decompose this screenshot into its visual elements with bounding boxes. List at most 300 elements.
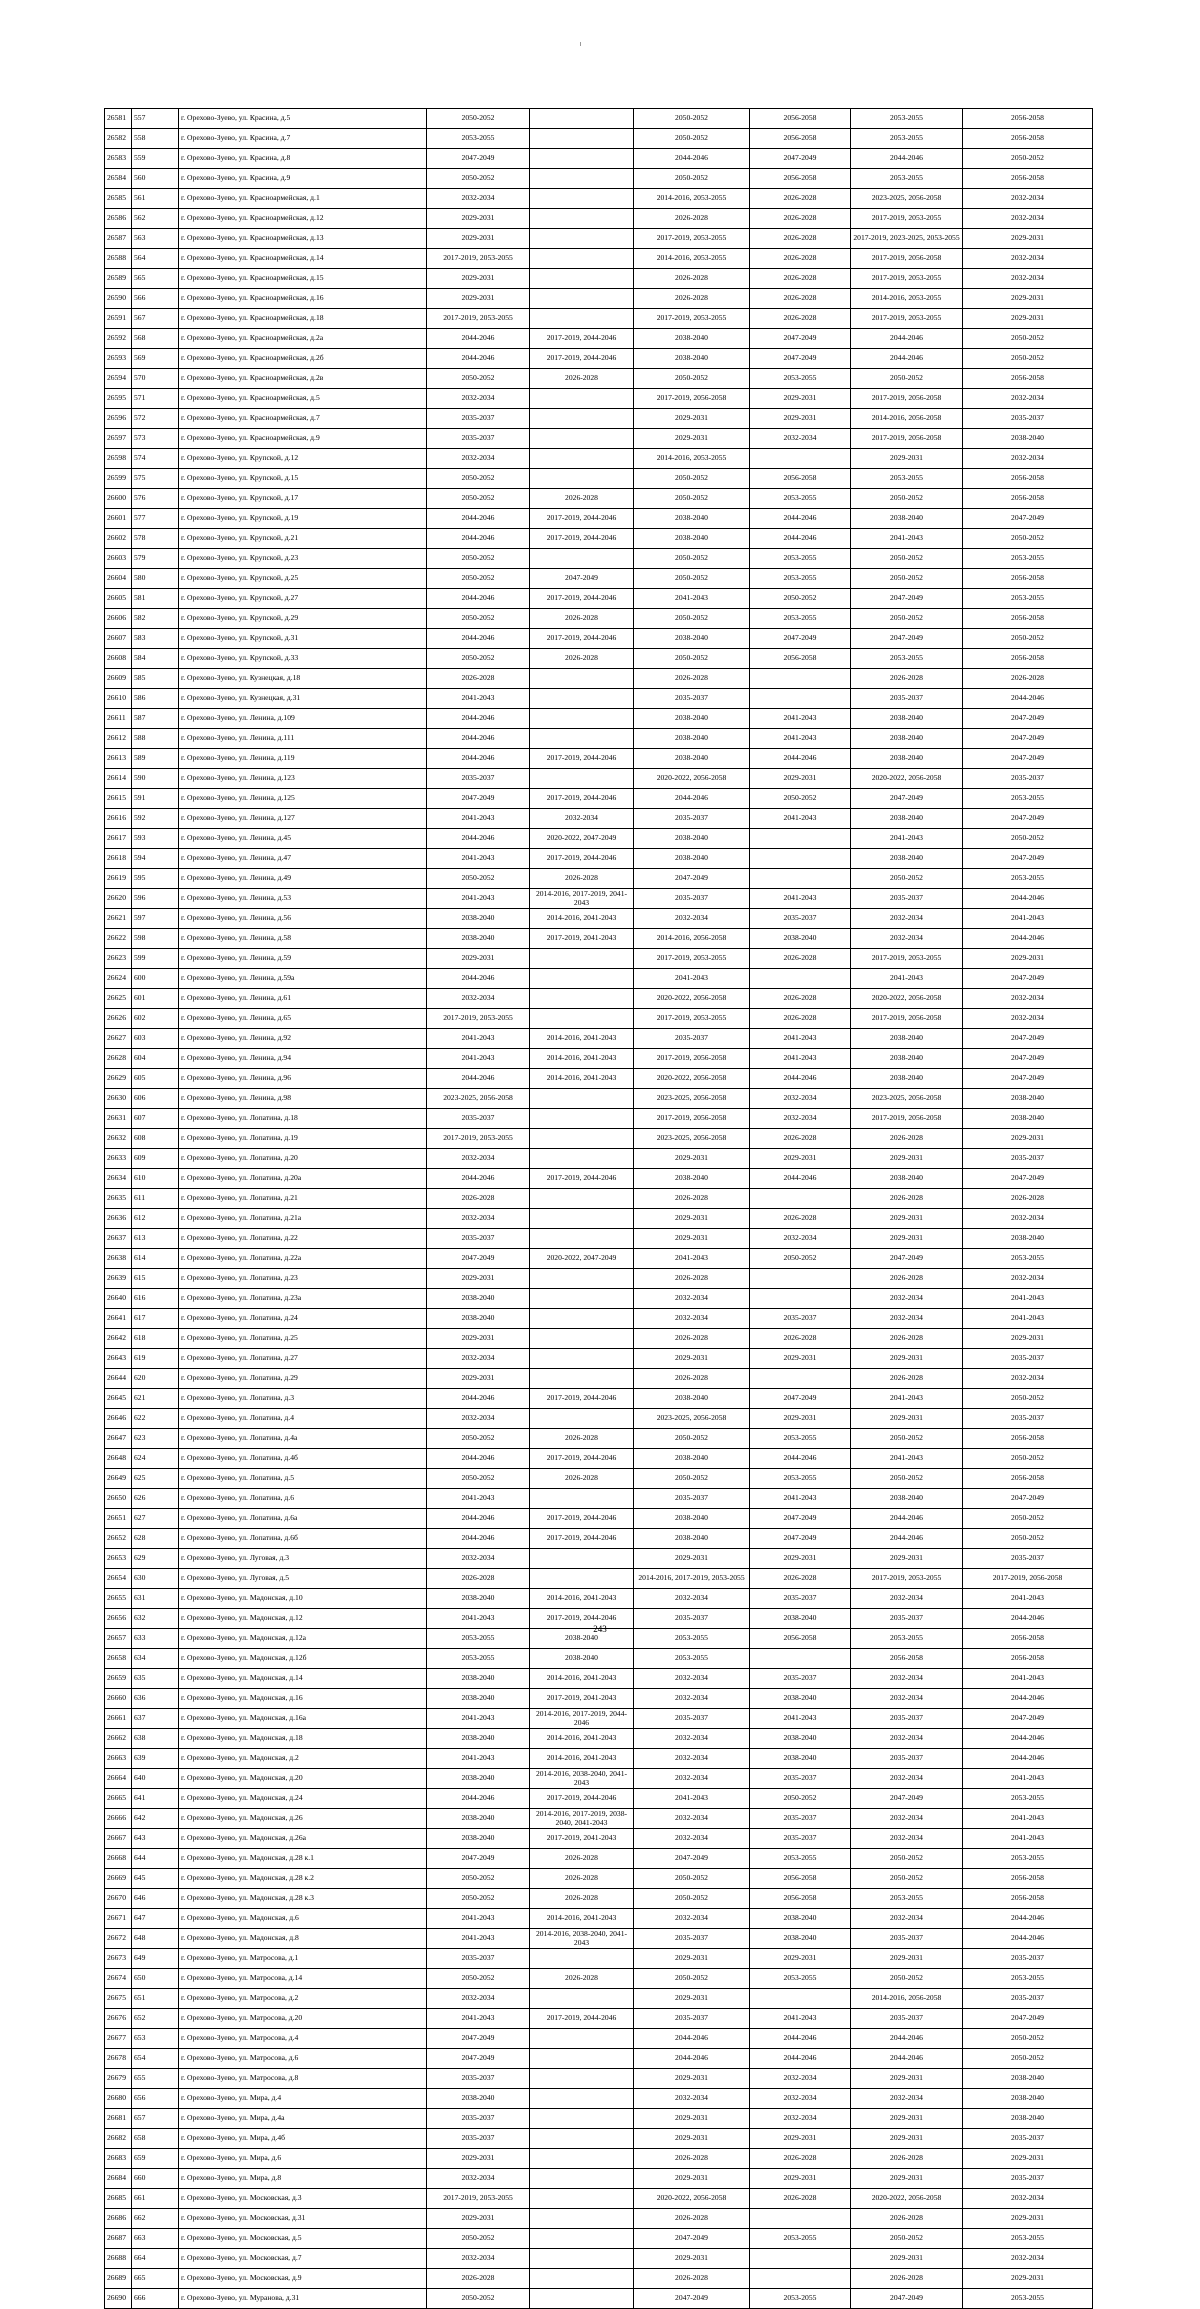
period-cell-2: 2014-2016, 2041-2043 <box>530 1069 634 1089</box>
period-cell-4: 2035-2037 <box>750 1829 851 1849</box>
address-cell: г. Орехово-Зуево, ул. Мадонская, д.16а <box>179 1709 427 1729</box>
period-cell-1: 2050-2052 <box>427 869 530 889</box>
address-cell: г. Орехово-Зуево, ул. Мира, д.6 <box>179 2149 427 2169</box>
period-cell-4: 2035-2037 <box>750 1589 851 1609</box>
period-cell-1: 2035-2037 <box>427 409 530 429</box>
period-cell-6: 2041-2043 <box>963 1289 1093 1309</box>
period-cell-3: 2044-2046 <box>634 789 750 809</box>
house-number-cell: 633 <box>132 1629 179 1649</box>
table-row <box>105 1989 1093 2009</box>
house-number-cell: 643 <box>132 1829 179 1849</box>
house-number-cell: 635 <box>132 1669 179 1689</box>
period-cell-2: 2014-2016, 2041-2043 <box>530 1669 634 1689</box>
address-cell: г. Орехово-Зуево, ул. Лопатина, д.21а <box>179 1209 427 1229</box>
period-cell-5: 2032-2034 <box>851 929 963 949</box>
period-cell-4: 2041-2043 <box>750 1029 851 1049</box>
table-row <box>105 929 1093 949</box>
period-cell-3: 2029-2031 <box>634 2109 750 2129</box>
table-row <box>105 1349 1093 1369</box>
row-id-cell: 26587 <box>105 229 132 249</box>
period-cell-5: 2032-2034 <box>851 1289 963 1309</box>
period-cell-2: 2017-2019, 2044-2046 <box>530 1609 634 1629</box>
address-cell: г. Орехово-Зуево, ул. Лопатина, д.4а <box>179 1429 427 1449</box>
period-cell-5: 2050-2052 <box>851 1429 963 1449</box>
house-number-cell: 588 <box>132 729 179 749</box>
period-cell-3: 2038-2040 <box>634 529 750 549</box>
house-number-cell: 561 <box>132 189 179 209</box>
period-cell-6: 2053-2055 <box>963 2289 1093 2309</box>
period-cell-1: 2047-2049 <box>427 2029 530 2049</box>
house-number-cell: 587 <box>132 709 179 729</box>
period-cell-3: 2050-2052 <box>634 469 750 489</box>
address-cell: г. Орехово-Зуево, ул. Ленина, д.94 <box>179 1049 427 1069</box>
period-cell-5: 2029-2031 <box>851 2109 963 2129</box>
house-number-cell: 646 <box>132 1889 179 1909</box>
row-id-cell: 26582 <box>105 129 132 149</box>
period-cell-1: 2017-2019, 2053-2055 <box>427 1009 530 1029</box>
period-cell-4: 2050-2052 <box>750 1789 851 1809</box>
address-cell: г. Орехово-Зуево, ул. Красноармейская, д.18 <box>179 309 427 329</box>
period-cell-1: 2017-2019, 2053-2055 <box>427 2189 530 2209</box>
address-cell: г. Орехово-Зуево, ул. Ленина, д.59 <box>179 949 427 969</box>
row-id-cell: 26625 <box>105 989 132 1009</box>
period-cell-5: 2029-2031 <box>851 2249 963 2269</box>
row-id-cell: 26601 <box>105 509 132 529</box>
period-cell-4 <box>750 829 851 849</box>
house-number-cell: 579 <box>132 549 179 569</box>
address-cell: г. Орехово-Зуево, ул. Ленина, д.127 <box>179 809 427 829</box>
period-cell-3: 2026-2028 <box>634 2149 750 2169</box>
period-cell-5: 2038-2040 <box>851 849 963 869</box>
period-cell-2 <box>530 389 634 409</box>
period-cell-6: 2044-2046 <box>963 929 1093 949</box>
period-cell-1: 2038-2040 <box>427 929 530 949</box>
period-cell-2 <box>530 1989 634 2009</box>
period-cell-5: 2044-2046 <box>851 2029 963 2049</box>
period-cell-4: 2038-2040 <box>750 1749 851 1769</box>
table-row <box>105 909 1093 929</box>
period-cell-6: 2032-2034 <box>963 1269 1093 1289</box>
period-cell-4: 2047-2049 <box>750 1529 851 1549</box>
period-cell-2 <box>530 2229 634 2249</box>
table-row <box>105 1889 1093 1909</box>
table-row <box>105 1389 1093 1409</box>
period-cell-1: 2032-2034 <box>427 449 530 469</box>
row-id-cell: 26581 <box>105 109 132 129</box>
row-id-cell: 26681 <box>105 2109 132 2129</box>
address-cell: г. Орехово-Зуево, ул. Матросова, д.14 <box>179 1969 427 1989</box>
table-row <box>105 1129 1093 1149</box>
row-id-cell: 26598 <box>105 449 132 469</box>
period-cell-4: 2026-2028 <box>750 2189 851 2209</box>
period-cell-5: 2020-2022, 2056-2058 <box>851 2189 963 2209</box>
period-cell-2 <box>530 1329 634 1349</box>
period-cell-6: 2035-2037 <box>963 2169 1093 2189</box>
address-cell: г. Орехово-Зуево, ул. Красноармейская, д.15 <box>179 269 427 289</box>
period-cell-4 <box>750 869 851 889</box>
period-cell-3: 2032-2034 <box>634 909 750 929</box>
period-cell-5: 2050-2052 <box>851 369 963 389</box>
table-row <box>105 1229 1093 1249</box>
period-cell-1: 2029-2031 <box>427 2149 530 2169</box>
period-cell-1: 2026-2028 <box>427 1569 530 1589</box>
period-cell-5: 2056-2058 <box>851 1649 963 1669</box>
period-cell-6: 2029-2031 <box>963 2209 1093 2229</box>
period-cell-2 <box>530 1309 634 1329</box>
house-number-cell: 655 <box>132 2069 179 2089</box>
table-row <box>105 569 1093 589</box>
period-cell-3: 2014-2016, 2017-2019, 2053-2055 <box>634 1569 750 1589</box>
period-cell-3: 2050-2052 <box>634 109 750 129</box>
period-cell-1: 2035-2037 <box>427 1229 530 1249</box>
house-number-cell: 611 <box>132 1189 179 1209</box>
address-cell: г. Орехово-Зуево, ул. Лопатина, д.4 <box>179 1409 427 1429</box>
table-row <box>105 1909 1093 1929</box>
table-row <box>105 949 1093 969</box>
period-cell-6: 2035-2037 <box>963 1409 1093 1429</box>
address-cell: г. Орехово-Зуево, ул. Крупской, д.25 <box>179 569 427 589</box>
period-cell-4: 2026-2028 <box>750 289 851 309</box>
period-cell-3: 2038-2040 <box>634 849 750 869</box>
period-cell-2: 2017-2019, 2044-2046 <box>530 1509 634 1529</box>
period-cell-6: 2029-2031 <box>963 229 1093 249</box>
period-cell-5: 2029-2031 <box>851 2169 963 2189</box>
period-cell-1: 2041-2043 <box>427 809 530 829</box>
house-number-cell: 567 <box>132 309 179 329</box>
period-cell-3: 2032-2034 <box>634 1769 750 1789</box>
period-cell-1: 2026-2028 <box>427 669 530 689</box>
period-cell-5: 2032-2034 <box>851 1669 963 1689</box>
period-cell-1: 2053-2055 <box>427 1629 530 1649</box>
address-cell: г. Орехово-Зуево, ул. Ленина, д.98 <box>179 1089 427 1109</box>
table-row <box>105 1949 1093 1969</box>
period-cell-4: 2029-2031 <box>750 389 851 409</box>
row-id-cell: 26631 <box>105 1109 132 1129</box>
house-number-cell: 603 <box>132 1029 179 1049</box>
period-cell-1: 2053-2055 <box>427 129 530 149</box>
period-cell-1: 2035-2037 <box>427 1109 530 1129</box>
house-number-cell: 613 <box>132 1229 179 1249</box>
row-id-cell: 26663 <box>105 1749 132 1769</box>
row-id-cell: 26639 <box>105 1269 132 1289</box>
period-cell-4: 2032-2034 <box>750 1089 851 1109</box>
table-row <box>105 1049 1093 1069</box>
period-cell-2: 2014-2016, 2041-2043 <box>530 1049 634 1069</box>
period-cell-2 <box>530 2289 634 2309</box>
table-row <box>105 2169 1093 2189</box>
period-cell-4: 2026-2028 <box>750 249 851 269</box>
period-cell-5: 2053-2055 <box>851 1629 963 1649</box>
period-cell-5: 2035-2037 <box>851 1929 963 1949</box>
row-id-cell: 26659 <box>105 1669 132 1689</box>
house-number-cell: 640 <box>132 1769 179 1789</box>
row-id-cell: 26632 <box>105 1129 132 1149</box>
table-row <box>105 2009 1093 2029</box>
address-cell: г. Орехово-Зуево, ул. Мадонская, д.28 к.1 <box>179 1849 427 1869</box>
period-cell-2 <box>530 229 634 249</box>
period-cell-5: 2017-2019, 2053-2055 <box>851 949 963 969</box>
period-cell-6: 2053-2055 <box>963 1249 1093 1269</box>
period-cell-5: 2041-2043 <box>851 969 963 989</box>
period-cell-5: 2047-2049 <box>851 2289 963 2309</box>
period-cell-5: 2032-2034 <box>851 1309 963 1329</box>
table-row <box>105 1529 1093 1549</box>
period-cell-6: 2047-2049 <box>963 1069 1093 1089</box>
address-cell: г. Орехово-Зуево, ул. Лопатина, д.24 <box>179 1309 427 1329</box>
period-cell-3: 2035-2037 <box>634 1929 750 1949</box>
row-id-cell: 26597 <box>105 429 132 449</box>
table-row <box>105 649 1093 669</box>
row-id-cell: 26643 <box>105 1349 132 1369</box>
period-cell-1: 2032-2034 <box>427 1349 530 1369</box>
period-cell-3: 2035-2037 <box>634 1709 750 1729</box>
period-cell-4: 2026-2028 <box>750 189 851 209</box>
address-cell: г. Орехово-Зуево, ул. Мира, д.4 <box>179 2089 427 2109</box>
period-cell-6: 2029-2031 <box>963 2269 1093 2289</box>
period-cell-5: 2035-2037 <box>851 1709 963 1729</box>
period-cell-3: 2026-2028 <box>634 2269 750 2289</box>
address-cell: г. Орехово-Зуево, ул. Красноармейская, д.7 <box>179 409 427 429</box>
table-row <box>105 329 1093 349</box>
period-cell-2 <box>530 209 634 229</box>
row-id-cell: 26646 <box>105 1409 132 1429</box>
period-cell-1: 2041-2043 <box>427 1049 530 1069</box>
period-cell-3: 2038-2040 <box>634 629 750 649</box>
period-cell-1: 2017-2019, 2053-2055 <box>427 309 530 329</box>
period-cell-6: 2035-2037 <box>963 1549 1093 1569</box>
house-number-cell: 638 <box>132 1729 179 1749</box>
period-cell-3: 2017-2019, 2056-2058 <box>634 1049 750 1069</box>
period-cell-5: 2020-2022, 2056-2058 <box>851 769 963 789</box>
period-cell-1: 2041-2043 <box>427 689 530 709</box>
period-cell-4: 2047-2049 <box>750 329 851 349</box>
row-id-cell: 26608 <box>105 649 132 669</box>
period-cell-5: 2038-2040 <box>851 1029 963 1049</box>
period-cell-4: 2041-2043 <box>750 1709 851 1729</box>
period-cell-5: 2026-2028 <box>851 1369 963 1389</box>
table-row <box>105 1209 1093 1229</box>
period-cell-4: 2041-2043 <box>750 809 851 829</box>
period-cell-2: 2026-2028 <box>530 489 634 509</box>
row-id-cell: 26675 <box>105 1989 132 2009</box>
period-cell-1: 2032-2034 <box>427 989 530 1009</box>
period-cell-3: 2020-2022, 2056-2058 <box>634 1069 750 1089</box>
period-cell-5: 2047-2049 <box>851 789 963 809</box>
period-cell-5: 2032-2034 <box>851 1809 963 1829</box>
period-cell-1: 2050-2052 <box>427 469 530 489</box>
period-cell-6: 2056-2058 <box>963 129 1093 149</box>
period-cell-6: 2041-2043 <box>963 1829 1093 1849</box>
period-cell-2 <box>530 2129 634 2149</box>
row-id-cell: 26634 <box>105 1169 132 1189</box>
period-cell-3: 2029-2031 <box>634 1549 750 1569</box>
address-cell: г. Орехово-Зуево, ул. Ленина, д.109 <box>179 709 427 729</box>
period-cell-6: 2050-2052 <box>963 329 1093 349</box>
period-cell-2: 2017-2019, 2044-2046 <box>530 329 634 349</box>
period-cell-5: 2038-2040 <box>851 809 963 829</box>
period-cell-3: 2026-2028 <box>634 669 750 689</box>
row-id-cell: 26647 <box>105 1429 132 1449</box>
period-cell-2 <box>530 109 634 129</box>
row-id-cell: 26605 <box>105 589 132 609</box>
period-cell-6: 2050-2052 <box>963 1449 1093 1469</box>
period-cell-4: 2026-2028 <box>750 1329 851 1349</box>
period-cell-3: 2041-2043 <box>634 1789 750 1809</box>
period-cell-4: 2053-2055 <box>750 1849 851 1869</box>
table-row <box>105 2049 1093 2069</box>
period-cell-4: 2032-2034 <box>750 2109 851 2129</box>
house-number-cell: 586 <box>132 689 179 709</box>
period-cell-2: 2026-2028 <box>530 1469 634 1489</box>
period-cell-3: 2047-2049 <box>634 2229 750 2249</box>
period-cell-1: 2038-2040 <box>427 1289 530 1309</box>
period-cell-2: 2017-2019, 2044-2046 <box>530 1449 634 1469</box>
period-cell-2 <box>530 2189 634 2209</box>
row-id-cell: 26644 <box>105 1369 132 1389</box>
period-cell-2: 2026-2028 <box>530 649 634 669</box>
period-cell-1: 2035-2037 <box>427 2129 530 2149</box>
period-cell-3: 2032-2034 <box>634 1809 750 1829</box>
period-cell-4: 2038-2040 <box>750 1929 851 1949</box>
period-cell-4: 2026-2028 <box>750 209 851 229</box>
row-id-cell: 26686 <box>105 2209 132 2229</box>
row-id-cell: 26662 <box>105 1729 132 1749</box>
table-row <box>105 1749 1093 1769</box>
period-cell-6: 2047-2049 <box>963 1169 1093 1189</box>
table-row <box>105 769 1093 789</box>
period-cell-2: 2026-2028 <box>530 369 634 389</box>
house-number-cell: 566 <box>132 289 179 309</box>
table-row <box>105 809 1093 829</box>
address-cell: г. Орехово-Зуево, ул. Лопатина, д.21 <box>179 1189 427 1209</box>
period-cell-2: 2017-2019, 2044-2046 <box>530 749 634 769</box>
period-cell-5: 2041-2043 <box>851 529 963 549</box>
row-id-cell: 26674 <box>105 1969 132 1989</box>
table-row <box>105 749 1093 769</box>
period-cell-2 <box>530 989 634 1009</box>
row-id-cell: 26640 <box>105 1289 132 1309</box>
period-cell-3: 2032-2034 <box>634 1669 750 1689</box>
period-cell-3: 2038-2040 <box>634 729 750 749</box>
period-cell-4: 2056-2058 <box>750 129 851 149</box>
period-cell-3: 2026-2028 <box>634 209 750 229</box>
period-cell-3: 2029-2031 <box>634 1989 750 2009</box>
row-id-cell: 26656 <box>105 1609 132 1629</box>
row-id-cell: 26665 <box>105 1789 132 1809</box>
house-number-cell: 577 <box>132 509 179 529</box>
house-number-cell: 658 <box>132 2129 179 2149</box>
table-row <box>105 1449 1093 1469</box>
period-cell-2: 2014-2016, 2041-2043 <box>530 1589 634 1609</box>
period-cell-6: 2032-2034 <box>963 1009 1093 1029</box>
period-cell-3: 2026-2028 <box>634 289 750 309</box>
period-cell-4: 2029-2031 <box>750 2169 851 2189</box>
period-cell-2: 2017-2019, 2044-2046 <box>530 629 634 649</box>
house-number-cell: 620 <box>132 1369 179 1389</box>
period-cell-5: 2017-2019, 2053-2055 <box>851 209 963 229</box>
period-cell-3: 2038-2040 <box>634 749 750 769</box>
period-cell-4 <box>750 1189 851 1209</box>
house-number-cell: 623 <box>132 1429 179 1449</box>
period-cell-5: 2050-2052 <box>851 2229 963 2249</box>
house-number-cell: 665 <box>132 2269 179 2289</box>
period-cell-6: 2050-2052 <box>963 529 1093 549</box>
period-cell-2 <box>530 1129 634 1149</box>
address-cell: г. Орехово-Зуево, ул. Матросова, д.8 <box>179 2069 427 2089</box>
period-cell-4: 2026-2028 <box>750 269 851 289</box>
period-cell-1: 2044-2046 <box>427 589 530 609</box>
period-cell-6: 2047-2049 <box>963 509 1093 529</box>
row-id-cell: 26584 <box>105 169 132 189</box>
table-row <box>105 1549 1093 1569</box>
address-cell: г. Орехово-Зуево, ул. Ленина, д.53 <box>179 889 427 909</box>
period-cell-6: 2047-2049 <box>963 809 1093 829</box>
period-cell-5: 2053-2055 <box>851 109 963 129</box>
period-cell-3: 2026-2028 <box>634 1329 750 1349</box>
period-cell-1: 2023-2025, 2056-2058 <box>427 1089 530 1109</box>
period-cell-2: 2014-2016, 2017-2019, 2041-2043 <box>530 889 634 909</box>
row-id-cell: 26586 <box>105 209 132 229</box>
period-cell-1: 2029-2031 <box>427 1369 530 1389</box>
period-cell-1: 2032-2034 <box>427 1149 530 1169</box>
row-id-cell: 26648 <box>105 1449 132 1469</box>
period-cell-6: 2032-2034 <box>963 1369 1093 1389</box>
period-cell-5: 2038-2040 <box>851 1489 963 1509</box>
period-cell-3: 2032-2034 <box>634 1289 750 1309</box>
period-cell-4 <box>750 1289 851 1309</box>
period-cell-1: 2035-2037 <box>427 2109 530 2129</box>
row-id-cell: 26617 <box>105 829 132 849</box>
period-cell-2: 2014-2016, 2041-2043 <box>530 1749 634 1769</box>
period-cell-2: 2017-2019, 2044-2046 <box>530 349 634 369</box>
house-number-cell: 571 <box>132 389 179 409</box>
period-cell-5: 2044-2046 <box>851 1509 963 1529</box>
table-row <box>105 689 1093 709</box>
row-id-cell: 26613 <box>105 749 132 769</box>
table-row <box>105 1489 1093 1509</box>
period-cell-3: 2050-2052 <box>634 369 750 389</box>
period-cell-4 <box>750 689 851 709</box>
address-cell: г. Орехово-Зуево, ул. Лопатина, д.27 <box>179 1349 427 1369</box>
table-row <box>105 2089 1093 2109</box>
period-cell-4: 2029-2031 <box>750 769 851 789</box>
period-cell-4: 2056-2058 <box>750 1889 851 1909</box>
period-cell-1: 2050-2052 <box>427 1969 530 1989</box>
table-row <box>105 209 1093 229</box>
address-cell: г. Орехово-Зуево, ул. Луговая, д.5 <box>179 1569 427 1589</box>
row-id-cell: 26683 <box>105 2149 132 2169</box>
period-cell-1: 2035-2037 <box>427 1949 530 1969</box>
period-cell-6: 2032-2034 <box>963 209 1093 229</box>
period-cell-4: 2053-2055 <box>750 1469 851 1489</box>
period-cell-2 <box>530 2169 634 2189</box>
period-cell-5: 2014-2016, 2056-2058 <box>851 409 963 429</box>
period-cell-1: 2044-2046 <box>427 349 530 369</box>
period-cell-1: 2032-2034 <box>427 389 530 409</box>
period-cell-6: 2044-2046 <box>963 889 1093 909</box>
address-cell: г. Орехово-Зуево, ул. Мадонская, д.12б <box>179 1649 427 1669</box>
house-number-cell: 618 <box>132 1329 179 1349</box>
address-cell: г. Орехово-Зуево, ул. Мадонская, д.26 <box>179 1809 427 1829</box>
period-cell-2 <box>530 969 634 989</box>
table-row <box>105 729 1093 749</box>
row-id-cell: 26593 <box>105 349 132 369</box>
period-cell-5: 2038-2040 <box>851 1069 963 1089</box>
row-id-cell: 26652 <box>105 1529 132 1549</box>
period-cell-1: 2044-2046 <box>427 969 530 989</box>
period-cell-1: 2038-2040 <box>427 1309 530 1329</box>
period-cell-5: 2023-2025, 2056-2058 <box>851 189 963 209</box>
